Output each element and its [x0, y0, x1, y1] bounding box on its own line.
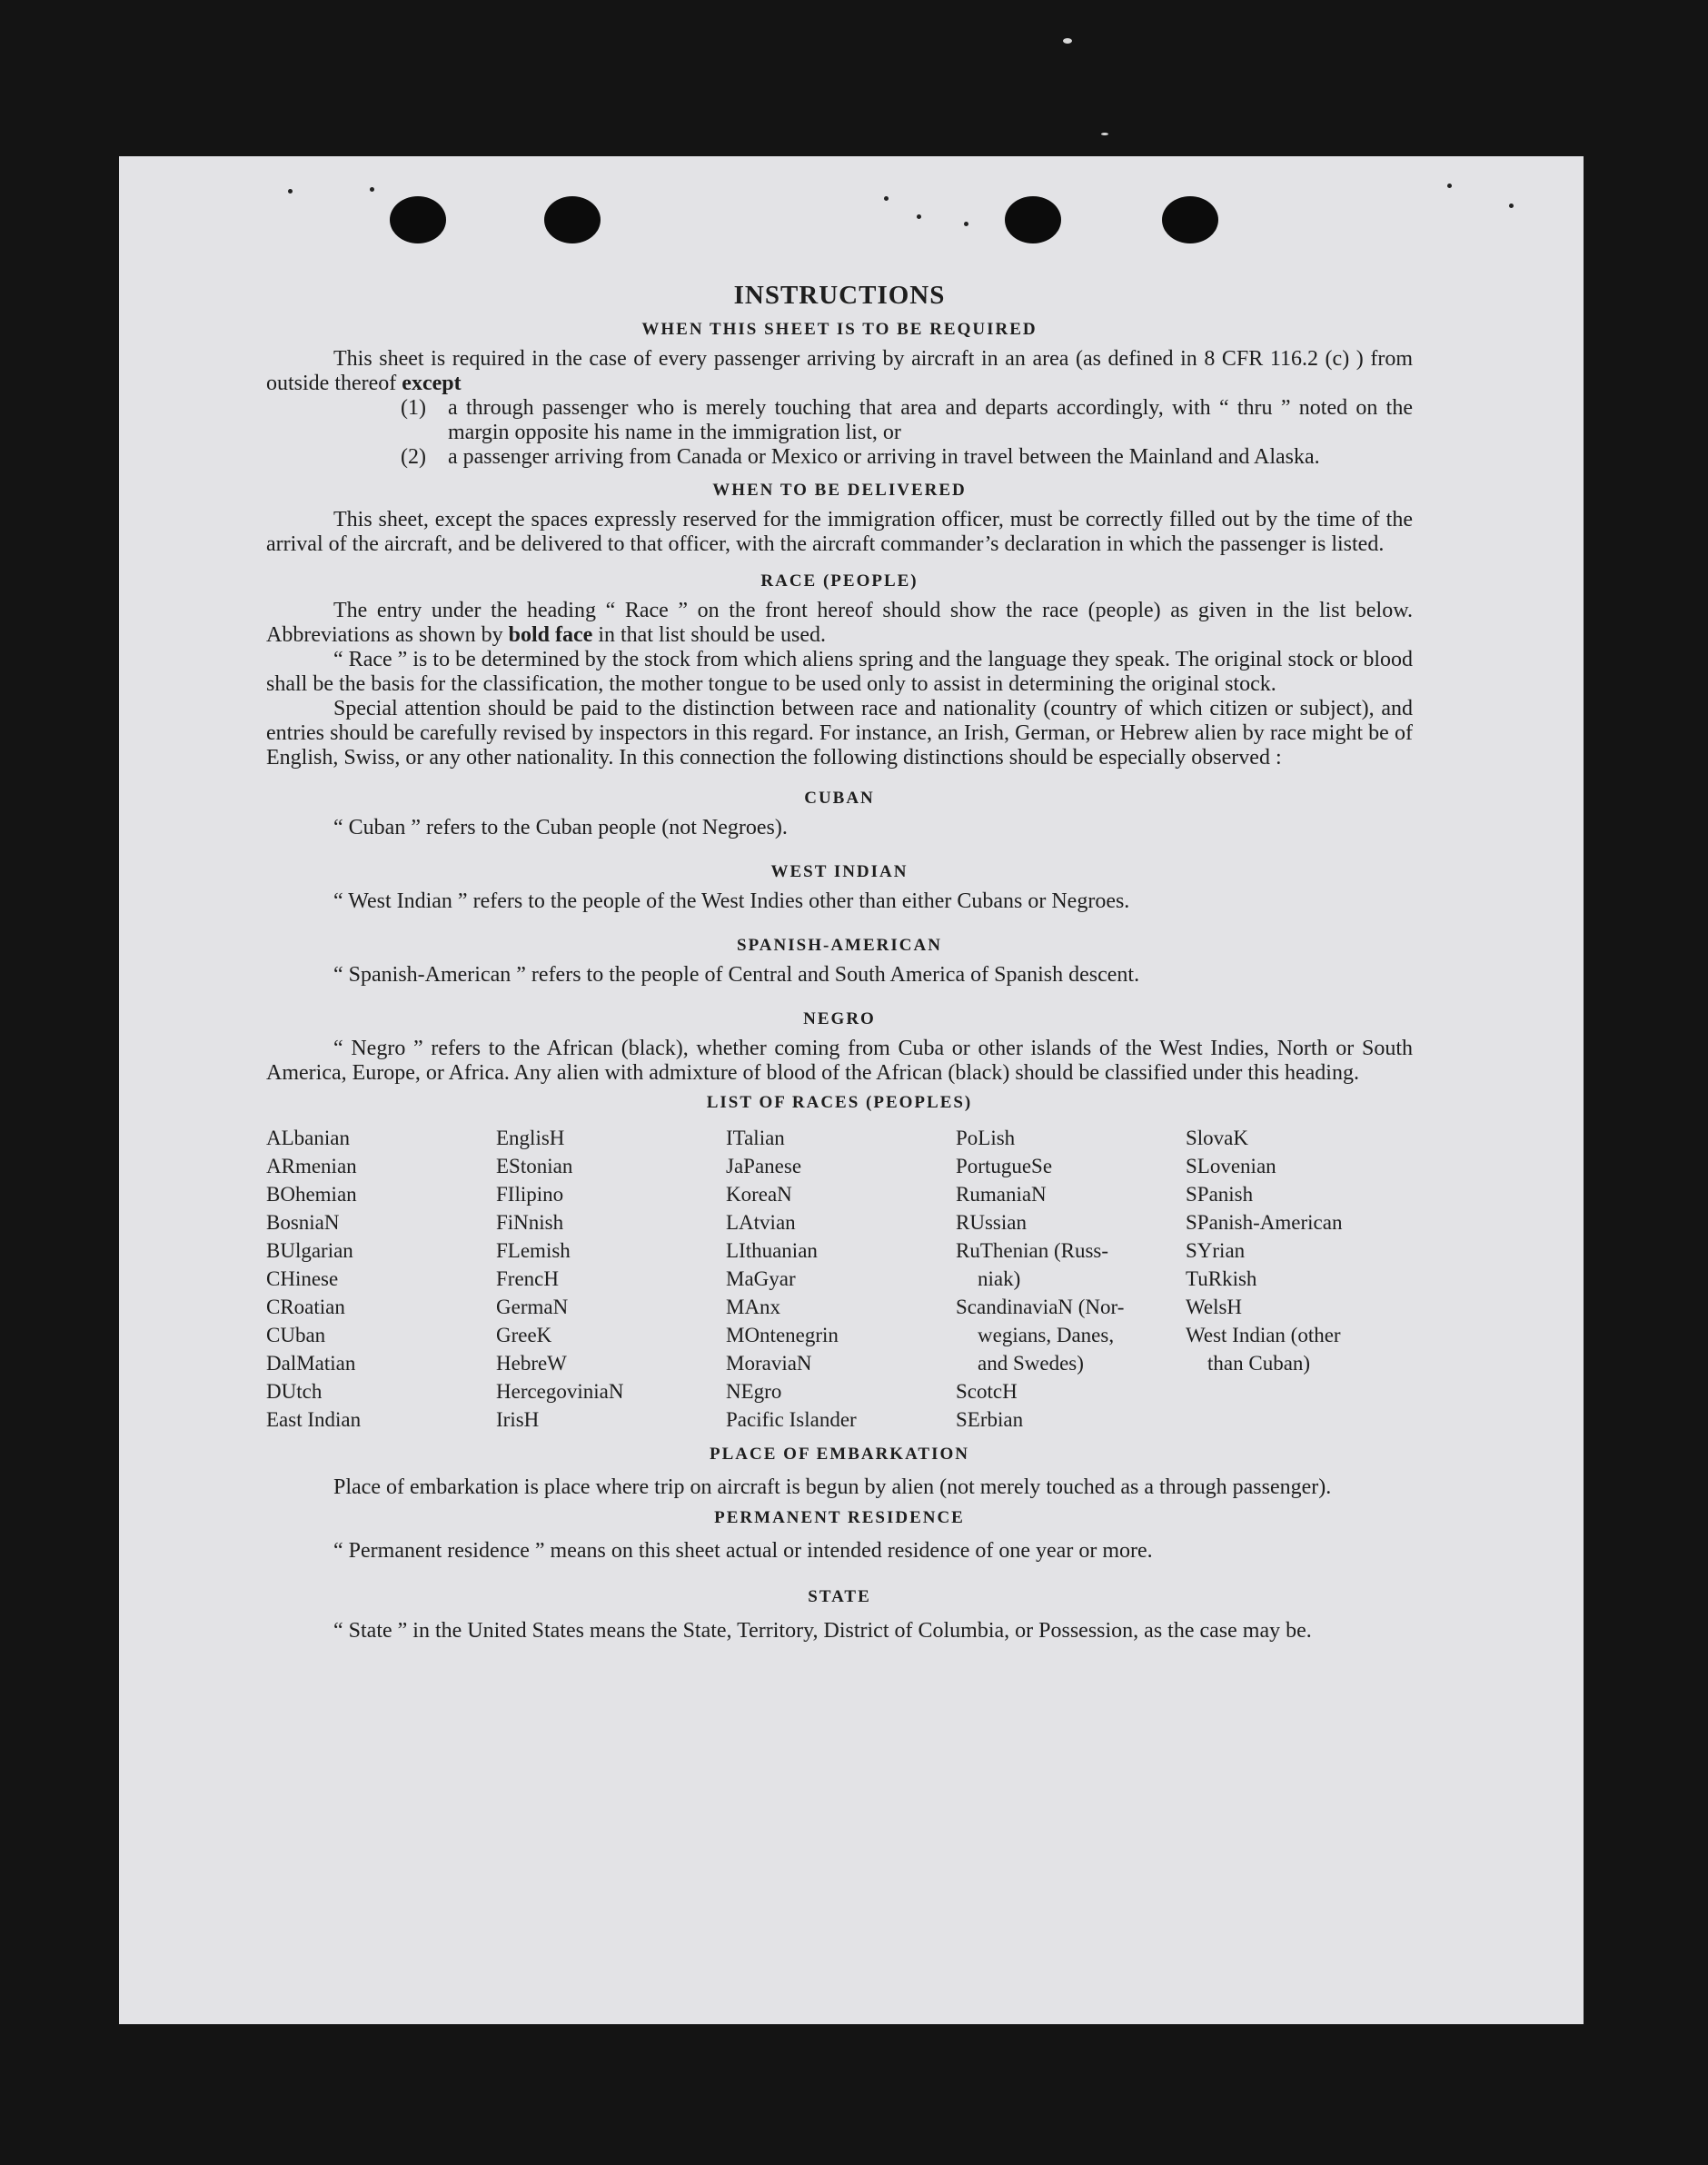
race-entry-continuation: niak): [978, 1267, 1021, 1290]
residence-paragraph: “ Permanent residence ” means on this sheet actual or intended residence of one year or more.: [333, 1539, 1153, 1563]
race-entry: BUlgarian: [266, 1239, 353, 1262]
race-entry: BosniaN: [266, 1211, 340, 1234]
race-entry: PortugueSe: [956, 1155, 1053, 1177]
scan-mark: [964, 222, 968, 226]
item-number: (1): [401, 396, 426, 420]
race-column: [266, 1124, 493, 1434]
punch-hole: [1162, 196, 1218, 243]
race-entry: SlovaK: [1186, 1127, 1248, 1149]
race-entry: GermaN: [496, 1296, 569, 1318]
race-column: [496, 1124, 723, 1434]
cuban-paragraph: “ Cuban ” refers to the Cuban people (not Negroes).: [333, 816, 788, 839]
section-heading-race: RACE (PEOPLE): [760, 571, 919, 591]
race-entry: BOhemian: [266, 1183, 357, 1206]
race-entry: MAnx: [726, 1296, 781, 1318]
race-entry-continuation: than Cuban): [1207, 1352, 1311, 1375]
race-entry: CUban: [266, 1324, 326, 1346]
race-p1-text-end: in that list should be used.: [592, 623, 826, 647]
item-text: a through passenger who is merely touching that area and departs accordingly, with “ thru ” noted on the margin opposite his name in the immigration list, or: [448, 396, 1413, 444]
race-entry: SPanish: [1186, 1183, 1254, 1206]
race-entry: SPanish-American: [1186, 1211, 1343, 1234]
race-entry: HebreW: [496, 1352, 567, 1375]
section-heading-list-of-races: LIST OF RACES (PEOPLES): [706, 1093, 973, 1112]
required-except: except: [402, 372, 462, 395]
race-entry: ITalian: [726, 1127, 785, 1149]
required-item: [401, 396, 1413, 445]
section-heading-west-indian: WEST INDIAN: [770, 862, 909, 881]
race-entry: TuRkish: [1186, 1267, 1257, 1290]
race-entry: East Indian: [266, 1408, 362, 1431]
race-entry: ScotcH: [956, 1380, 1018, 1403]
west-indian-paragraph: “ West Indian ” refers to the people of the West Indies other than either Cubans or Negroes.: [333, 889, 1130, 913]
race-entry: ARmenian: [266, 1155, 357, 1177]
required-item: [401, 445, 1413, 470]
race-entry: CRoatian: [266, 1296, 345, 1318]
required-paragraph: [266, 347, 1413, 396]
race-entry: SYrian: [1186, 1239, 1246, 1262]
race-entry: NEgro: [726, 1380, 782, 1403]
race-entry: EnglisH: [496, 1127, 565, 1149]
scan-mark: [884, 196, 889, 201]
scan-mark: [288, 189, 293, 194]
scan-mark: [1509, 204, 1514, 208]
section-heading-required: WHEN THIS SHEET IS TO BE REQUIRED: [641, 320, 1038, 339]
document-page: [119, 156, 1584, 2024]
race-entry: MOntenegrin: [726, 1324, 839, 1346]
race-entry: Pacific Islander: [726, 1408, 857, 1431]
scan-speck: [1063, 38, 1072, 44]
scan-speck: [1101, 133, 1108, 135]
race-entry: CHinese: [266, 1267, 339, 1290]
race-paragraph-1: [266, 599, 1413, 648]
scan-mark: [370, 187, 374, 192]
race-entry: West Indian (other: [1186, 1324, 1341, 1346]
race-entry: JaPanese: [726, 1155, 802, 1177]
section-heading-state: STATE: [808, 1587, 871, 1606]
scan-mark: [917, 214, 921, 219]
item-number: (2): [401, 445, 426, 469]
negro-paragraph: “ Negro ” refers to the African (black), whether coming from Cuba or other islands of the West Indies, North or South America, Europe, or Africa. Any alien with admixture of blood of the African (black) should be classified under this heading.: [266, 1037, 1413, 1085]
race-entry: MoraviaN: [726, 1352, 812, 1375]
required-text: This sheet is required in the case of every passenger arriving by aircraft in an area (as defined in 8 CFR 116.2 (c) ) from outside thereof: [266, 347, 1413, 395]
race-entry: FiNnish: [496, 1211, 564, 1234]
race-entry: WelsH: [1186, 1296, 1243, 1318]
page-title: INSTRUCTIONS: [733, 281, 946, 310]
section-heading-residence: PERMANENT RESIDENCE: [714, 1508, 965, 1527]
race-entry: SLovenian: [1186, 1155, 1276, 1177]
race-entry: FrencH: [496, 1267, 559, 1290]
race-p1-bold: bold face: [508, 623, 593, 647]
race-entry: EStonian: [496, 1155, 573, 1177]
instructions-content: [266, 280, 1413, 1647]
race-entry-continuation: wegians, Danes,: [978, 1324, 1115, 1346]
section-heading-cuban: CUBAN: [804, 789, 875, 808]
race-entry: SErbian: [956, 1408, 1024, 1431]
punch-hole: [390, 196, 446, 243]
section-heading-delivered: WHEN TO BE DELIVERED: [712, 481, 967, 500]
race-entry: MaGyar: [726, 1267, 796, 1290]
race-paragraph-3: Special attention should be paid to the distinction between race and nationality (country of which citizen or subject), and entries should be carefully revised by inspectors in this regard. For instance, an Irish, German, or Hebrew alien by race might be of English, Swiss, or any other nationality. In this connection the following distinctions should be especially observed :: [266, 697, 1413, 770]
state-paragraph: “ State ” in the United States means the State, Territory, District of Columbia, or Possession, as the case may be.: [333, 1619, 1312, 1643]
race-entry: RuThenian (Russ-: [956, 1239, 1109, 1262]
item-text: a passenger arriving from Canada or Mexico or arriving in travel between the Mainland and Alaska.: [448, 445, 1320, 469]
delivered-paragraph: This sheet, except the spaces expressly reserved for the immigration officer, must be correctly filled out by the time of the arrival of the aircraft, and be delivered to that officer, with the aircraft commander’s declaration in which the passenger is listed.: [266, 508, 1413, 556]
race-entry: RumaniaN: [956, 1183, 1047, 1206]
section-heading-embarkation: PLACE OF EMBARKATION: [710, 1445, 969, 1464]
race-entry-continuation: and Swedes): [978, 1352, 1084, 1375]
race-entry: FIlipino: [496, 1183, 564, 1206]
race-entry: FLemish: [496, 1239, 571, 1262]
race-entry: ALbanian: [266, 1127, 350, 1149]
scan-mark: [1447, 184, 1452, 188]
race-entry: IrisH: [496, 1408, 540, 1431]
race-entry: ScandinaviaN (Nor-: [956, 1296, 1125, 1318]
race-entry: KoreaN: [726, 1183, 792, 1206]
race-entry: LAtvian: [726, 1211, 796, 1234]
spanish-american-paragraph: “ Spanish-American ” refers to the people of Central and South America of Spanish descent.: [333, 963, 1140, 987]
race-entry: GreeK: [496, 1324, 552, 1346]
embarkation-paragraph: Place of embarkation is place where trip on aircraft is begun by alien (not merely touched as a through passenger).: [333, 1475, 1332, 1499]
race-entry: DalMatian: [266, 1352, 356, 1375]
punch-hole: [1005, 196, 1061, 243]
race-entry: DUtch: [266, 1380, 323, 1403]
race-list: [266, 1124, 1413, 1434]
race-entry: LIthuanian: [726, 1239, 818, 1262]
section-heading-negro: NEGRO: [803, 1009, 876, 1028]
section-heading-spanish-american: SPANISH-AMERICAN: [737, 936, 942, 955]
race-column: [956, 1124, 1183, 1434]
race-column: [1186, 1124, 1413, 1434]
race-entry: HercegoviniaN: [496, 1380, 624, 1403]
punch-hole: [544, 196, 601, 243]
race-entry: PoLish: [956, 1127, 1016, 1149]
race-column: [726, 1124, 953, 1434]
race-paragraph-2: “ Race ” is to be determined by the stock from which aliens spring and the language they speak. The original stock or blood shall be the basis for the classification, the mother tongue to be used only to assist in determining the original stock.: [266, 648, 1413, 696]
race-p1-text: The entry under the heading “ Race ” on the front hereof should show the race (people) as given in the list below. Abbreviations as shown by: [266, 599, 1413, 647]
race-entry: RUssian: [956, 1211, 1027, 1234]
